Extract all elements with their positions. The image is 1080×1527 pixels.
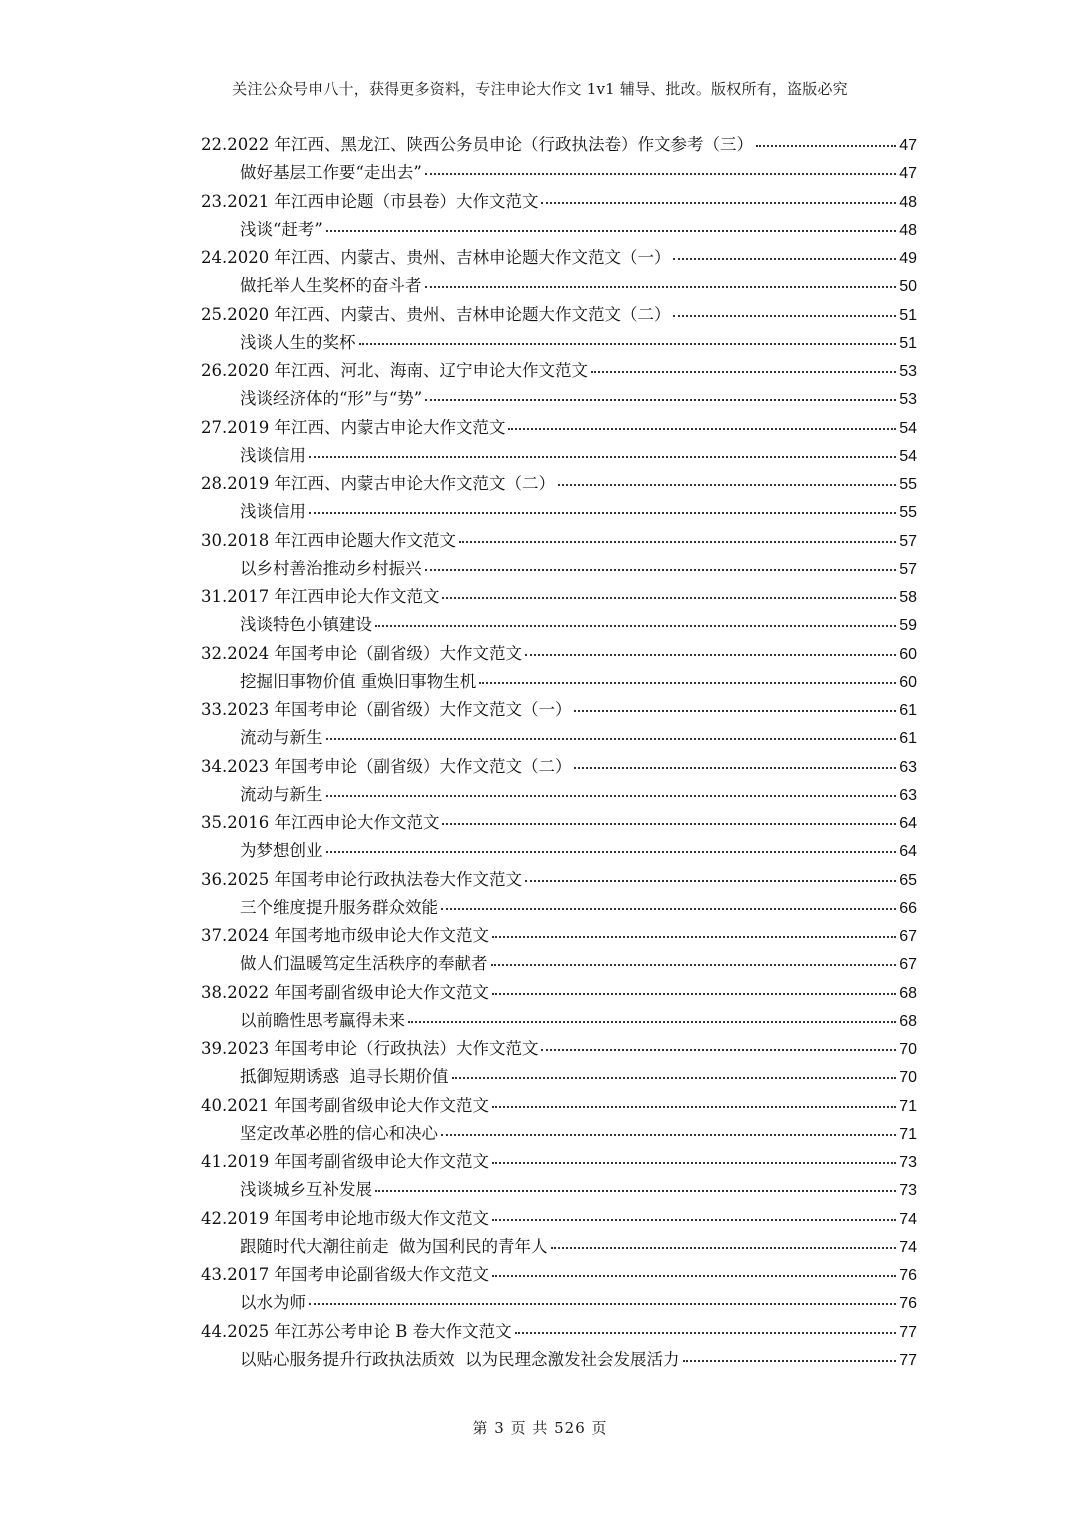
toc-entry-title: 25.2020 年江西、内蒙古、贵州、吉林申论题大作文范文（二）: [201, 304, 671, 324]
toc-leader-dots: [425, 398, 896, 401]
page-header: 关注公众号申八十，获得更多资料，专注申论大作文 1v1 辅导、批改。版权所有，盗版必究: [232, 80, 848, 98]
toc-entry-page-number: 67: [899, 956, 917, 974]
toc-entry-chapter[interactable]: [201, 922, 917, 950]
toc-leader-dots: [442, 822, 896, 825]
toc-entry-chapter[interactable]: [201, 244, 917, 272]
toc-entry-chapter[interactable]: [201, 301, 917, 329]
toc-leader-dots: [425, 568, 897, 571]
toc-leader-dots: [375, 1189, 896, 1192]
toc-entry-subtitle[interactable]: [201, 329, 917, 357]
toc-leader-dots: [491, 963, 897, 966]
toc-entry-title: 26.2020 年江西、河北、海南、辽宁申论大作文范文: [201, 361, 588, 380]
toc-leader-dots: [508, 427, 896, 430]
footer-total-pages: 526: [554, 1419, 586, 1437]
toc-entry-title: 22.2022 年江西、黑龙江、陕西公务员申论（行政执法卷）作文参考（三）: [201, 135, 753, 154]
toc-entry-title: 34.2023 年国考申论（副省级）大作文范文（二）: [201, 756, 572, 776]
toc-entry-title: 抵御短期诱惑 追寻长期价值: [240, 1067, 449, 1087]
toc-entry-page-number: 73: [899, 1154, 917, 1171]
toc-entry-page-number: 57: [899, 532, 917, 550]
toc-entry-page-number: 58: [899, 589, 917, 606]
toc-leader-dots: [492, 992, 896, 995]
toc-entry-page-number: 55: [899, 476, 917, 493]
toc-entry-page-number: 60: [899, 645, 917, 663]
toc-entry-subtitle[interactable]: [201, 894, 917, 922]
toc-leader-dots: [442, 596, 896, 599]
toc-entry-title: 浅谈信用: [240, 445, 306, 465]
toc-leader-dots: [673, 314, 896, 317]
toc-entry-page-number: 68: [899, 984, 917, 1002]
toc-entry-title: 38.2022 年国考副省级申论大作文范文: [201, 982, 489, 1002]
toc-entry-title: 43.2017 年国考申论副省级大作文范文: [201, 1265, 489, 1284]
toc-leader-dots: [309, 1302, 896, 1305]
toc-leader-dots: [525, 879, 896, 882]
toc-entry-page-number: 70: [899, 1069, 917, 1087]
toc-entry-title: 三个维度提升服务群众效能: [240, 897, 438, 917]
toc-leader-dots: [326, 794, 897, 797]
toc-leader-dots: [479, 681, 896, 684]
toc-entry-page-number: 70: [899, 1041, 917, 1058]
toc-leader-dots: [441, 907, 896, 910]
toc-entry-subtitle[interactable]: [201, 1063, 917, 1091]
toc-entry-subtitle[interactable]: [201, 385, 917, 413]
toc-leader-dots: [492, 1105, 896, 1108]
toc-entry-title: 23.2021 年江西申论题（市县卷）大作文范文: [201, 191, 539, 211]
toc-entry-chapter[interactable]: [201, 470, 917, 498]
toc-entry-subtitle[interactable]: [201, 1176, 917, 1204]
toc-leader-dots: [309, 455, 896, 458]
toc-entry-page-number: 59: [899, 617, 917, 635]
toc-leader-dots: [525, 653, 896, 656]
toc-entry-page-number: 71: [899, 1097, 917, 1115]
toc-leader-dots: [591, 370, 896, 373]
toc-entry-page-number: 74: [899, 1210, 917, 1228]
footer-current-page: 3: [494, 1419, 505, 1437]
toc-entry-chapter[interactable]: [201, 1261, 917, 1289]
toc-entry-page-number: 64: [899, 843, 917, 861]
toc-entry-title: 浅谈特色小镇建设: [240, 615, 372, 635]
toc-entry-page-number: 49: [899, 250, 917, 267]
toc-entry-subtitle[interactable]: [201, 1007, 917, 1035]
toc-entry-title: 以乡村善治推动乡村振兴: [240, 558, 422, 578]
toc-entry-subtitle[interactable]: [201, 781, 917, 809]
toc-leader-dots: [492, 935, 896, 938]
toc-entry-title: 35.2016 年江西申论大作文范文: [201, 813, 440, 832]
toc-leader-dots: [756, 144, 896, 147]
toc-entry-title: 浅谈信用: [240, 502, 306, 522]
toc-entry-chapter[interactable]: [201, 979, 917, 1007]
toc-entry-page-number: 68: [899, 1012, 917, 1030]
toc-entry-chapter[interactable]: [201, 1035, 917, 1063]
toc-entry-title: 浅谈人生的奖杯: [240, 332, 356, 352]
toc-entry-page-number: 53: [899, 391, 917, 409]
footer-mid: 页 共: [510, 1419, 549, 1437]
toc-leader-dots: [551, 1246, 897, 1249]
toc-leader-dots: [309, 511, 896, 514]
toc-entry-page-number: 76: [899, 1295, 917, 1313]
toc-entry-title: 跟随时代大潮往前走 做为国利民的青年人: [240, 1236, 548, 1256]
toc-entry-chapter[interactable]: [201, 809, 917, 837]
toc-leader-dots: [452, 1076, 897, 1079]
toc-leader-dots: [425, 172, 896, 175]
toc-entry-subtitle[interactable]: [201, 1346, 917, 1374]
toc-entry-page-number: 65: [899, 871, 917, 889]
toc-entry-title: 做托举人生奖杯的奋斗者: [240, 276, 422, 296]
toc-entry-page-number: 51: [899, 306, 917, 324]
toc-entry-page-number: 77: [899, 1351, 917, 1369]
toc-entry-title: 挖掘旧事物价值 重焕旧事物生机: [240, 671, 477, 691]
toc-entry-subtitle[interactable]: [201, 498, 917, 526]
toc-leader-dots: [492, 1161, 896, 1164]
toc-leader-dots: [515, 1331, 897, 1334]
toc-entry-title: 39.2023 年国考申论（行政执法）大作文范文: [201, 1039, 539, 1058]
toc-entry-title: 浅谈经济体的“形”与“势”: [240, 389, 423, 409]
toc-entry-title: 40.2021 年国考副省级申论大作文范文: [201, 1095, 489, 1115]
toc-entry-chapter[interactable]: [201, 1318, 917, 1346]
toc-entry-chapter[interactable]: [201, 1092, 917, 1120]
toc-entry-page-number: 55: [899, 504, 917, 522]
toc-entry-chapter[interactable]: [201, 583, 917, 611]
toc-leader-dots: [326, 737, 897, 740]
toc-entry-title: 44.2025 年江苏公考申论 B 卷大作文范文: [201, 1321, 512, 1341]
footer-prefix: 第: [472, 1419, 489, 1437]
toc-entry-page-number: 63: [899, 786, 917, 804]
toc-entry-page-number: 64: [899, 815, 917, 832]
toc-entry-subtitle[interactable]: [201, 668, 917, 696]
page-footer: [0, 1417, 1080, 1438]
toc-entry-title: 36.2025 年国考申论行政执法卷大作文范文: [201, 869, 522, 889]
toc-entry-page-number: 57: [899, 560, 917, 578]
toc-leader-dots: [441, 1133, 896, 1136]
toc-entry-subtitle[interactable]: [201, 837, 917, 865]
toc-entry-title: 以水为师: [240, 1293, 306, 1313]
toc-entry-title: 以贴心服务提升行政执法质效 以为民理念激发社会发展活力: [240, 1349, 680, 1369]
toc-entry-chapter[interactable]: [201, 696, 917, 724]
toc-entry-chapter[interactable]: [201, 131, 917, 159]
toc-entry-subtitle[interactable]: [201, 1233, 917, 1261]
toc-leader-dots: [375, 624, 896, 627]
toc-entry-page-number: 51: [899, 334, 917, 352]
toc-leader-dots: [492, 1218, 896, 1221]
toc-entry-title: 32.2024 年国考申论（副省级）大作文范文: [201, 643, 522, 663]
toc-entry-chapter[interactable]: [201, 188, 917, 216]
toc-entry-page-number: 61: [899, 730, 917, 748]
toc-entry-page-number: 67: [899, 928, 917, 945]
toc-entry-chapter[interactable]: [201, 640, 917, 668]
toc-entry-page-number: 48: [899, 193, 917, 211]
toc-entry-chapter[interactable]: [201, 753, 917, 781]
toc-entry-subtitle[interactable]: [201, 159, 917, 187]
toc-entry-page-number: 66: [899, 899, 917, 917]
toc-entry-subtitle[interactable]: [201, 442, 917, 470]
toc-leader-dots: [326, 229, 896, 232]
toc-entry-title: 流动与新生: [240, 784, 323, 804]
toc-leader-dots: [326, 850, 897, 853]
toc-entry-page-number: 47: [899, 165, 917, 183]
toc-entry-subtitle[interactable]: [201, 1120, 917, 1148]
footer-suffix: 页: [591, 1419, 608, 1437]
toc-entry-title: 做人们温暖笃定生活秩序的奉献者: [240, 954, 488, 974]
toc-leader-dots: [574, 766, 896, 769]
toc-leader-dots: [459, 540, 896, 543]
toc-entry-title: 33.2023 年国考申论（副省级）大作文范文（一）: [201, 700, 572, 719]
toc-entry-title: 为梦想创业: [240, 841, 323, 861]
table-of-contents: [201, 131, 917, 1374]
toc-entry-page-number: 77: [899, 1323, 917, 1341]
toc-leader-dots: [541, 1048, 896, 1051]
toc-entry-title: 27.2019 年江西、内蒙古申论大作文范文: [201, 417, 506, 437]
toc-entry-chapter[interactable]: [201, 414, 917, 442]
toc-entry-chapter[interactable]: [201, 1148, 917, 1176]
toc-entry-subtitle[interactable]: [201, 950, 917, 978]
toc-entry-page-number: 54: [899, 447, 917, 465]
toc-leader-dots: [683, 1359, 897, 1362]
toc-entry-chapter[interactable]: [201, 1205, 917, 1233]
toc-entry-chapter[interactable]: [201, 357, 917, 385]
toc-entry-title: 31.2017 年江西申论大作文范文: [201, 587, 440, 606]
toc-entry-page-number: 53: [899, 363, 917, 380]
toc-entry-page-number: 50: [899, 278, 917, 296]
toc-entry-title: 坚定改革必胜的信心和决心: [240, 1123, 438, 1143]
toc-leader-dots: [425, 285, 897, 288]
toc-entry-subtitle[interactable]: [201, 272, 917, 300]
toc-leader-dots: [408, 1020, 896, 1023]
toc-leader-dots: [673, 257, 896, 260]
toc-entry-title: 30.2018 年江西申论题大作文范文: [201, 530, 456, 550]
toc-entry-subtitle[interactable]: [201, 555, 917, 583]
toc-entry-title: 浅谈城乡互补发展: [240, 1180, 372, 1200]
toc-entry-title: 浅谈“赶考”: [240, 219, 323, 239]
toc-entry-page-number: 63: [899, 758, 917, 776]
toc-entry-page-number: 47: [899, 137, 917, 154]
toc-entry-page-number: 54: [899, 419, 917, 437]
toc-entry-page-number: 73: [899, 1182, 917, 1200]
toc-entry-title: 以前瞻性思考赢得未来: [240, 1010, 405, 1030]
toc-entry-title: 42.2019 年国考申论地市级大作文范文: [201, 1208, 489, 1228]
toc-entry-title: 24.2020 年江西、内蒙古、贵州、吉林申论题大作文范文（一）: [201, 248, 671, 267]
toc-entry-title: 做好基层工作要“走出去”: [240, 163, 422, 183]
toc-entry-subtitle[interactable]: [201, 611, 917, 639]
toc-entry-subtitle[interactable]: [201, 1289, 917, 1317]
toc-entry-title: 28.2019 年江西、内蒙古申论大作文范文（二）: [201, 474, 555, 493]
toc-entry-title: 41.2019 年国考副省级申论大作文范文: [201, 1152, 489, 1171]
toc-leader-dots: [558, 483, 896, 486]
toc-entry-subtitle[interactable]: [201, 724, 917, 752]
toc-entry-page-number: 60: [899, 673, 917, 691]
toc-entry-title: 流动与新生: [240, 728, 323, 748]
toc-entry-page-number: 74: [899, 1238, 917, 1256]
toc-entry-chapter[interactable]: [201, 527, 917, 555]
toc-entry-page-number: 61: [899, 702, 917, 719]
toc-entry-chapter[interactable]: [201, 866, 917, 894]
toc-leader-dots: [574, 709, 896, 712]
toc-entry-page-number: 76: [899, 1267, 917, 1284]
toc-entry-page-number: 48: [899, 221, 917, 239]
toc-leader-dots: [492, 1274, 896, 1277]
toc-entry-title: 37.2024 年国考地市级申论大作文范文: [201, 926, 489, 945]
toc-entry-subtitle[interactable]: [201, 216, 917, 244]
toc-entry-page-number: 71: [899, 1125, 917, 1143]
toc-leader-dots: [541, 201, 896, 204]
toc-leader-dots: [359, 342, 897, 345]
